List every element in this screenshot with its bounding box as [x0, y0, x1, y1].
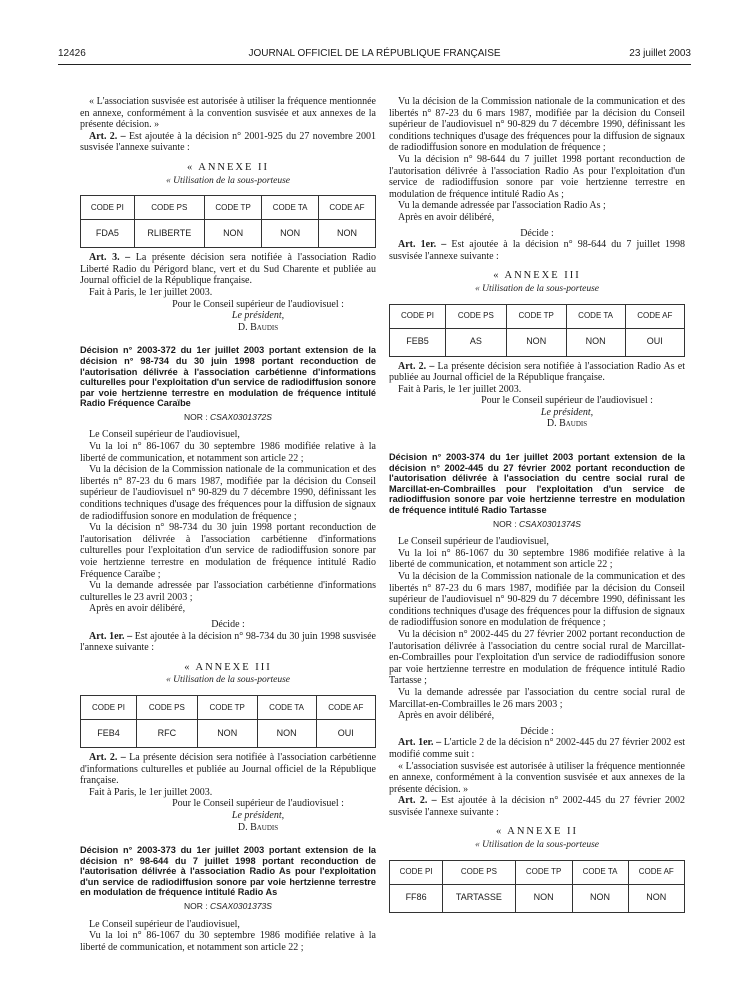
paragraph: Le Conseil supérieur de l'audiovisuel,	[89, 918, 240, 930]
signature-name: D. Baudis	[546, 418, 588, 430]
column-header: CODE TP	[204, 196, 261, 220]
paragraph: Vu la loi n° 86-1067 du 30 septembre 1986 modifiée relative à la liberté de communication, et notamment son article 22 ;	[80, 930, 376, 953]
codes-table	[389, 304, 685, 357]
signature-intro: Pour le Conseil supérieur de l'audiovisuel :	[172, 298, 344, 310]
column-header: CODE TP	[506, 304, 566, 328]
column-header: CODE TA	[257, 695, 316, 719]
column-header: CODE AF	[318, 196, 375, 220]
table-header-row	[390, 304, 685, 328]
paragraph: Le Conseil supérieur de l'audiovisuel,	[89, 429, 240, 441]
paragraph: « L'association susvisée est autorisée à utiliser la fréquence mentionnée en annexe, conformément à la convention susvisée et aux annexes de la présente décision. »	[80, 96, 376, 131]
article: Art. 2. – La présente décision sera notifiée à l'association carbétienne d'informations culturelles et publiée au Journal officiel de la République française.	[80, 751, 377, 787]
table-cell: NON	[318, 220, 375, 248]
table-cell: NON	[262, 220, 319, 248]
column-header: CODE AF	[628, 860, 684, 884]
table-cell: NON	[515, 884, 572, 912]
table-header-row	[390, 860, 685, 884]
signature-title: Le président,	[231, 310, 285, 322]
article: Art. 1er. – Est ajoutée à la décision n° 98-644 du 7 juillet 1998 susvisée l'annexe suivante :	[389, 239, 685, 262]
done-at: Fait à Paris, le 1er juillet 2003.	[89, 286, 213, 298]
paragraph: Vu la demande adressée par l'association carbétienne d'informations culturelles le 23 avril 2003 ;	[80, 580, 376, 603]
paragraph: Vu la décision n° 98-734 du 30 juin 1998 portant reconduction de l'autorisation délivrée à l'association carbétienne d'informations culturelles pour l'exploitation d'un service de radiodiffusion sonore par voie hertzienne terrestre en modulation de fréquence intitulé Radio Fréquence Caraïbe ;	[80, 522, 376, 580]
column-header: CODE AF	[316, 695, 375, 719]
table-cell: FEB4	[81, 719, 137, 747]
codes-table	[389, 860, 685, 913]
signature-intro: Pour le Conseil supérieur de l'audiovisuel :	[481, 395, 653, 407]
table-header-row	[81, 196, 376, 220]
column-header: CODE PS	[136, 695, 197, 719]
annex-title: « ANNEXE II	[495, 826, 579, 838]
column-header: CODE PS	[445, 304, 506, 328]
decide-heading: Décide :	[211, 618, 245, 630]
table-cell: NON	[204, 220, 261, 248]
table-cell: FEB5	[390, 328, 446, 356]
annex-subtitle: « Utilisation de la sous-porteuse	[474, 283, 600, 294]
done-at: Fait à Paris, le 1er juillet 2003.	[89, 786, 213, 798]
annex-title: « ANNEXE II	[186, 161, 270, 173]
column-header: CODE PI	[81, 196, 135, 220]
column-header: CODE TP	[197, 695, 257, 719]
column-header: CODE TA	[262, 196, 319, 220]
decide-heading: Décide :	[520, 725, 554, 737]
annex-subtitle: « Utilisation de la sous-porteuse	[474, 840, 600, 851]
right-column	[389, 96, 685, 917]
codes-table	[80, 195, 376, 248]
table-cell: NON	[572, 884, 628, 912]
codes-table	[80, 695, 376, 748]
article: Art. 1er. – L'article 2 de la décision n° 2002-445 du 27 février 2002 est modifié comme suit :	[389, 737, 685, 760]
column-header: CODE AF	[625, 304, 684, 328]
done-at: Fait à Paris, le 1er juillet 2003.	[398, 383, 522, 395]
signature-name: D. Baudis	[237, 821, 279, 833]
paragraph: Vu la décision n° 2002-445 du 27 février 2002 portant reconduction de l'autorisation délivrée à l'association du centre social rural de Marcillat-en-Combrailles pour l'exploitation d'un service de radiodiffusion sonore par voie hertzienne terrestre en modulation de fréquence intitulé Radio Tartasse ;	[389, 628, 685, 687]
nor-reference: NOR : CSAX0301373S	[184, 901, 272, 912]
paragraph: Vu la décision de la Commission nationale de la communication et des libertés n° 87-23 du 6 mars 1987, modifiée par la décision du Conseil supérieur de l'audiovisuel n° 90-829 du 7 décembre 1990, définissant les conditions techniques d'usage des fréquences pour la diffusion de signaux de radiodiffusion sonore en modulation de fréquence ;	[389, 571, 685, 629]
column-header: CODE TP	[515, 860, 572, 884]
column-header: CODE PI	[390, 860, 443, 884]
table-cell: RFC	[136, 719, 197, 747]
column-header: CODE PI	[390, 304, 446, 328]
annex-subtitle: « Utilisation de la sous-porteuse	[165, 675, 291, 686]
table-cell: TARTASSE	[443, 884, 516, 912]
paragraph: Après en avoir délibéré,	[398, 211, 495, 223]
signature-title: Le président,	[231, 809, 285, 821]
column-header: CODE TA	[566, 304, 625, 328]
header-rule	[58, 64, 691, 65]
table-cell: FDA5	[81, 220, 135, 248]
issue-date: 23 juillet 2003	[629, 48, 691, 59]
paragraph: Vu la demande adressée par l'association Radio As ;	[398, 200, 606, 212]
table-cell: RLIBERTE	[134, 220, 204, 248]
table-cell: OUI	[316, 719, 375, 747]
paragraph: Vu la demande adressée par l'association du centre social rural de Marcillat-en-Combrailles le 26 mars 2003 ;	[389, 686, 685, 710]
article: Art. 1er. – Est ajoutée à la décision n° 98-734 du 30 juin 1998 susvisée l'annexe suivante :	[80, 630, 376, 654]
paragraph: Après en avoir délibéré,	[89, 603, 186, 615]
nor-reference: NOR : CSAX0301374S	[493, 518, 581, 529]
column-header: CODE TA	[572, 860, 628, 884]
article: Art. 3. – La présente décision sera notifiée à l'association Radio Liberté Radio du Périgord blanc, vert et du Sud Charente et publiée au Journal officiel de la République française.	[80, 252, 376, 287]
page-number: 12426	[58, 48, 86, 59]
table-cell: NON	[566, 328, 625, 356]
annex-title: « ANNEXE III	[184, 661, 272, 673]
table-row	[390, 328, 685, 356]
column-header: CODE PI	[81, 695, 137, 719]
article: Art. 2. – Est ajoutée à la décision n° 2001-925 du 27 novembre 2001 susvisée l'annexe suivante :	[80, 130, 376, 154]
decision-title: Décision n° 2003-374 du 1er juillet 2003 portant extension de la décision n° 2002-445 du 27 février 2002 portant reconduction de l'autorisation délivrée à l'association du centre social rural de Marcillat-en-Combrailles pour l'exploitation d'un service de radiodiffusion sonore par voie hertzienne terrestre en modulation de fréquence intitulé Radio Tartasse	[389, 452, 685, 516]
table-row	[81, 220, 376, 248]
table-cell: NON	[506, 328, 566, 356]
table-header-row	[81, 695, 376, 719]
paragraph: « L'association susvisée est autorisée à utiliser la fréquence mentionnée en annexe, conformément à la convention susvisée et aux annexes de la présente décision. »	[389, 760, 685, 795]
signature-name: D. Baudis	[237, 321, 279, 333]
paragraph: Après en avoir délibéré,	[398, 710, 495, 722]
page-header	[58, 48, 691, 64]
left-column	[80, 96, 376, 953]
table-cell: NON	[257, 719, 316, 747]
column-header: CODE PS	[443, 860, 516, 884]
table-cell: NON	[197, 719, 257, 747]
signature-intro: Pour le Conseil supérieur de l'audiovisuel :	[172, 798, 344, 810]
paragraph: Vu la loi n° 86-1067 du 30 septembre 1986 modifiée relative à la liberté de communication, et notamment son article 22 ;	[80, 441, 376, 464]
nor-reference: NOR : CSAX0301372S	[184, 411, 272, 422]
article: Art. 2. – La présente décision sera notifiée à l'association Radio As et publiée au Journal officiel de la République française.	[389, 360, 685, 384]
journal-title: JOURNAL OFFICIEL DE LA RÉPUBLIQUE FRANÇAISE	[248, 48, 501, 59]
decide-heading: Décide :	[520, 227, 554, 239]
table-cell: AS	[445, 328, 506, 356]
paragraph: Vu la loi n° 86-1067 du 30 septembre 1986 modifiée relative à la liberté de communication, et notamment son article 22 ;	[389, 547, 685, 571]
paragraph: Le Conseil supérieur de l'audiovisuel,	[398, 536, 549, 548]
signature-title: Le président,	[540, 406, 594, 418]
paragraph: Vu la décision de la Commission nationale de la communication et des libertés n° 87-23 du 6 mars 1987, modifiée par la décision du Conseil supérieur de l'audiovisuel n° 90-829 du 7 décembre 1990, définissant les conditions techniques d'usage des fréquences pour la diffusion de signaux de radiodiffusion sonore en modulation de fréquence ;	[389, 96, 685, 154]
table-row	[390, 884, 685, 912]
column-header: CODE PS	[134, 196, 204, 220]
article: Art. 2. – Est ajoutée à la décision n° 2002-445 du 27 février 2002 susvisée l'annexe suivante :	[389, 795, 685, 818]
decision-title: Décision n° 2003-373 du 1er juillet 2003 portant extension de la décision n° 98-644 du 7 juillet 1998 portant reconduction de l'autorisation délivrée à l'association Radio As pour l'exploitation d'un service de radiodiffusion sonore par voie hertzienne terrestre en modulation de fréquence intitulé Radio As	[80, 845, 376, 898]
annex-title: « ANNEXE III	[493, 270, 581, 282]
annex-subtitle: « Utilisation de la sous-porteuse	[165, 175, 291, 186]
decision-title: Décision n° 2003-372 du 1er juillet 2003 portant extension de la décision n° 98-734 du 30 juin 1998 portant reconduction de l'autorisation délivrée à l'association carbétienne d'informations culturelles pour l'exploitation d'un service de radiodiffusion sonore par voie hertzienne terrestre en modulation de fréquence intitulé Radio Fréquence Caraïbe	[80, 345, 376, 409]
paragraph: Vu la décision n° 98-644 du 7 juillet 1998 portant reconduction de l'autorisation délivrée à l'association Radio As pour l'exploitation d'un service de radiodiffusion sonore par voie hertzienne terrestre en modulation de fréquence intitulé Radio As ;	[389, 153, 685, 200]
table-cell: NON	[628, 884, 684, 912]
paragraph: Vu la décision de la Commission nationale de la communication et des libertés n° 87-23 du 6 mars 1987, modifiée par la décision du Conseil supérieur de l'audiovisuel n° 90-829 du 7 décembre 1990, définissant les conditions techniques d'usage des fréquences pour la diffusion de signaux de radiodiffusion sonore en modulation de fréquence ;	[80, 464, 376, 522]
table-row	[81, 719, 376, 747]
table-cell: OUI	[625, 328, 684, 356]
table-cell: FF86	[390, 884, 443, 912]
